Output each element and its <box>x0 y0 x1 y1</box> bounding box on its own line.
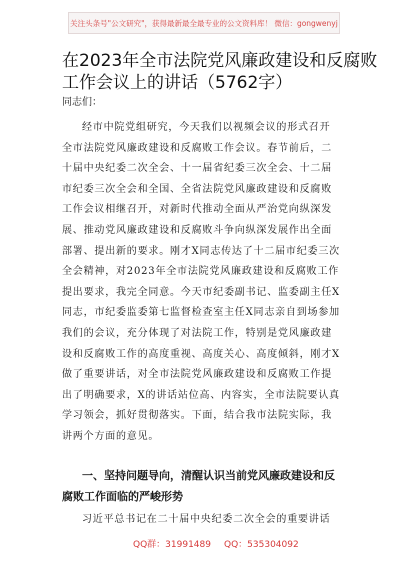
title-line-1: 在2023年全市法院党风廉政建设和反腐败 <box>62 51 378 71</box>
header-banner: 关注头条号"公文研究"，获得最新最全最专业的公文资料库！ 微信：gongwenyj <box>68 12 340 34</box>
paragraph-line: 工作会议相继召开，对新时代推动全面从严治党向纵深发 <box>62 204 332 216</box>
paragraph-line: 经市中院党组研究，今天我们以视频会议的形式召开 <box>82 122 331 133</box>
paragraph-line: 同志，市纪委监委第七监督检查室主任X同志亲自到场参加 <box>62 307 340 319</box>
paragraph-line: 提出要求，我完全同意。今天市纪委副书记、监委副主任X <box>62 286 340 298</box>
paragraph-line: 学习领会，抓好贯彻落实。下面，结合我市法院实际，我 <box>62 410 332 422</box>
paragraph-line: 习近平总书记在二十届中央纪委二次全会的重要讲话 <box>82 514 331 525</box>
greeting: 同志们： <box>62 97 102 108</box>
footer-qq-group: QQ群：31991489 <box>133 540 211 550</box>
heading-line-2: 腐败工作面临的严峻形势 <box>62 490 183 503</box>
footer <box>0 537 408 551</box>
paragraph-line: 市纪委三次全会和全国、全省法院党风廉政建设和反腐败 <box>62 183 332 195</box>
section-heading <box>62 465 358 507</box>
title-line-2: 工作会议上的讲话（5762字） <box>62 73 293 93</box>
paragraph-line: 十届中央纪委二次全会、十一届省纪委三次全会、十二届 <box>62 163 332 175</box>
document-title <box>62 50 378 94</box>
body-paragraph <box>62 118 354 448</box>
paragraph-line: 我们的会议，充分体现了对法院工作，特别是党风廉政建 <box>62 327 332 339</box>
paragraph-line: 设和反腐败工作的高度重视、高度关心、高度倾斜，刚才X <box>62 348 340 360</box>
paragraph-line: 讲两个方面的意见。 <box>62 430 160 442</box>
paragraph-line: 部署、提出新的要求。刚才X同志传达了十二届市纪委三次 <box>62 245 340 257</box>
paragraph-line: 全市法院党风廉政建设和反腐败工作会议。春节前后，二 <box>62 142 332 154</box>
footer-qq: QQ：535304092 <box>224 540 299 550</box>
heading-line-1: 一、坚持问题导向，清醒认识当前党风廉政建设和反 <box>82 469 335 482</box>
paragraph-line: 展、推动党风廉政建设和反腐败斗争向纵深发展作出全面 <box>62 224 332 236</box>
paragraph-line: 全会精神，对2023年全市法院党风廉政建设和反腐败工作 <box>62 266 340 278</box>
paragraph-line: 做了重要讲话，对全市法院党风廉政建设和反腐败工作提 <box>62 369 332 381</box>
paragraph-line: 出了明确要求，X的讲话站位高、内容实，全市法院要认真 <box>62 389 340 401</box>
